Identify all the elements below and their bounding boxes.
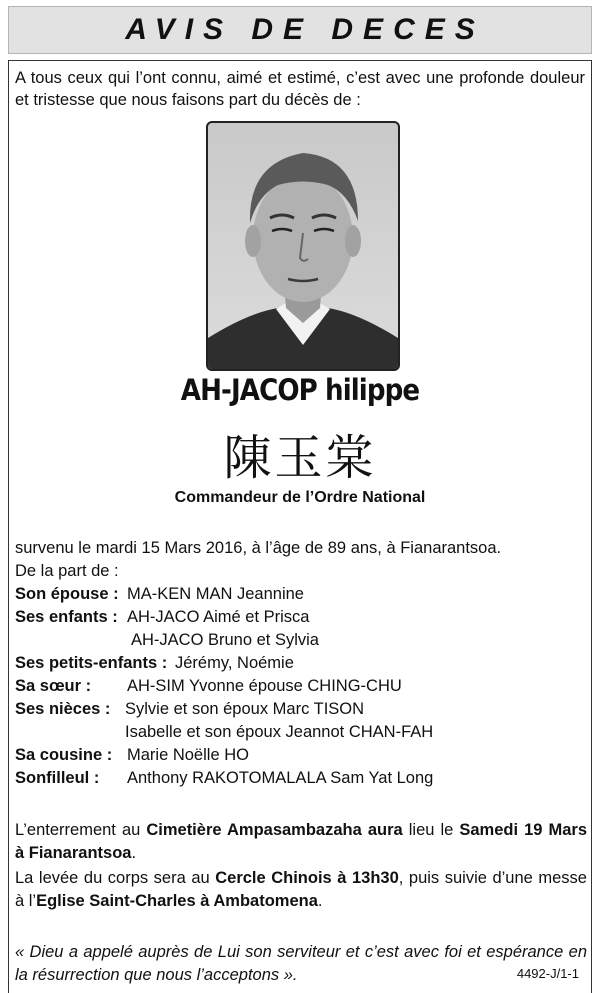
reference-code: 4492-J/1-1 bbox=[516, 966, 579, 981]
family-value: AH-JACO Aimé et Prisca bbox=[127, 608, 310, 626]
family-row bbox=[15, 721, 501, 744]
deceased-chinese-name: 陳玉棠 bbox=[223, 430, 377, 486]
family-row bbox=[15, 767, 501, 790]
mass-church: Eglise Saint-Charles à Ambatomena bbox=[36, 892, 318, 910]
family-label: Sonfilleul : bbox=[15, 769, 100, 787]
burial-paragraph bbox=[15, 819, 587, 865]
family-row bbox=[15, 652, 501, 675]
family-value: Isabelle et son époux Jeannot CHAN-FAH bbox=[125, 723, 434, 741]
notice-frame bbox=[8, 60, 592, 993]
family-row bbox=[15, 583, 501, 606]
procession-paragraph bbox=[15, 867, 587, 913]
procession-text: , puis suivie d’une messe à l’ bbox=[15, 869, 587, 910]
family-label: Ses nièces : bbox=[15, 700, 111, 718]
family-label: Son épouse : bbox=[15, 585, 119, 603]
procession-text: La levée du corps sera au bbox=[15, 869, 216, 887]
burial-text: lieu le bbox=[402, 821, 460, 839]
family-section bbox=[15, 537, 501, 790]
portrait-photo bbox=[206, 121, 400, 371]
burial-place: Cimetière Ampasambazaha aura bbox=[146, 821, 403, 839]
family-value: AH-SIM Yvonne épouse CHING-CHU bbox=[127, 677, 402, 695]
burial-text: . bbox=[131, 844, 137, 862]
family-value: Marie Noëlle HO bbox=[127, 746, 249, 764]
family-label: Ses petits-enfants : bbox=[15, 654, 168, 672]
family-value: Sylvie et son époux Marc TISON bbox=[125, 700, 365, 718]
header-banner bbox=[8, 6, 592, 54]
portrait-illustration bbox=[208, 123, 398, 369]
page-title: AVIS DE DECES bbox=[125, 13, 485, 46]
family-value: Jérémy, Noémie bbox=[175, 654, 294, 672]
deceased-title: Commandeur de l’Ordre National bbox=[174, 489, 426, 506]
family-label: Ses enfants : bbox=[15, 608, 118, 626]
family-value: Anthony RAKOTOMALALA Sam Yat Long bbox=[127, 769, 434, 787]
deceased-name: AH-JACOP hilippe bbox=[180, 373, 420, 407]
burial-date: Samedi 19 Mars à Fianarantsoa bbox=[15, 821, 588, 862]
burial-text: L’enterrement au bbox=[15, 821, 147, 839]
family-label: Sa sœur : bbox=[15, 677, 92, 695]
family-row bbox=[15, 606, 501, 629]
family-value: AH-JACO Bruno et Sylvia bbox=[131, 631, 319, 649]
family-value: MA-KEN MAN Jeannine bbox=[127, 585, 304, 603]
intro-text: A tous ceux qui l’ont connu, aimé et estimé, c’est avec une profonde douleur et tristesse que nous faisons part du décès de : bbox=[15, 69, 585, 109]
family-row bbox=[15, 744, 501, 767]
family-label: Sa cousine : bbox=[15, 746, 113, 764]
death-line: survenu le mardi 15 Mars 2016, à l’âge de 89 ans, à Fianarantsoa. bbox=[15, 539, 502, 557]
family-row bbox=[15, 675, 501, 698]
procession-text: . bbox=[317, 892, 323, 910]
family-row bbox=[15, 698, 501, 721]
closing-quote: « Dieu a appelé auprès de Lui son serviteur et c’est avec foi et espérance en la résurrection que nous l’acceptons ». bbox=[15, 943, 587, 984]
from-line: De la part de : bbox=[15, 562, 119, 580]
procession-place: Cercle Chinois à 13h30 bbox=[215, 869, 399, 887]
family-row bbox=[15, 629, 501, 652]
